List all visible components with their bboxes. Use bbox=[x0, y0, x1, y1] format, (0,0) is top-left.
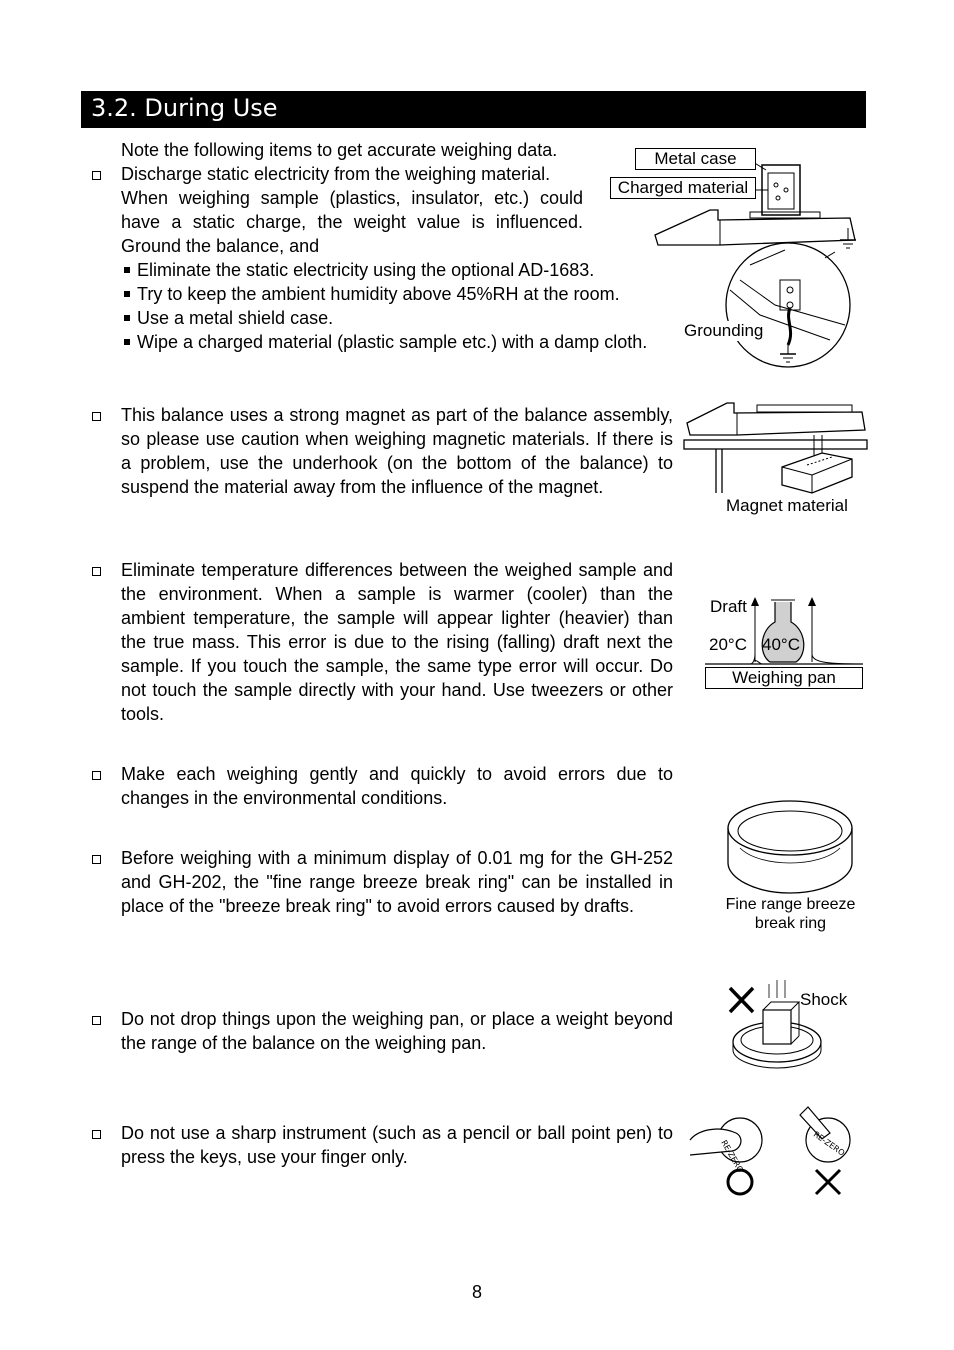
grounding-label: Grounding bbox=[684, 321, 764, 340]
sub-item: Try to keep the ambient humidity above 45%RH at the room. bbox=[137, 284, 620, 304]
item-line: When weighing sample (plastics, insulator, etc.) could bbox=[121, 188, 583, 208]
weight-block bbox=[763, 1010, 791, 1044]
sub-bullet bbox=[124, 339, 130, 345]
breeze-ring-line: Fine range breeze bbox=[725, 896, 856, 913]
sub-item: Eliminate the static electricity using the optional AD-1683. bbox=[137, 260, 595, 280]
page-number: 8 bbox=[471, 1282, 482, 1302]
key-text: RE-ZERO bbox=[719, 1138, 746, 1175]
breeze-ring-figure bbox=[725, 798, 860, 898]
balance-shape bbox=[655, 210, 855, 245]
item-gently: Make each weighing gently and quickly to avoid errors due to changes in the environmental conditions. bbox=[121, 764, 673, 808]
draft-label: Draft bbox=[710, 597, 747, 616]
breeze-ring-line: break ring bbox=[754, 915, 827, 932]
metal-case-label: Metal case bbox=[635, 148, 756, 170]
keys-figure bbox=[688, 1105, 868, 1200]
item-line: Ground the balance, and bbox=[121, 236, 320, 256]
charged-material-label: Charged material bbox=[610, 177, 756, 199]
shock-label: Shock bbox=[800, 990, 848, 1009]
item-sharp: Do not use a sharp instrument (such as a pencil or ball point pen) to press the keys, use your finger only. bbox=[121, 1123, 673, 1167]
temp-ambient-label: 20°C bbox=[709, 635, 747, 654]
sub-item: Wipe a charged material (plastic sample etc.) with a damp cloth. bbox=[137, 332, 648, 352]
item-magnet: This balance uses a strong magnet as part of the balance assembly, so please use caution when weighing magnetic materials. If there is a problem, use the underhook (on the bottom of the balance) to suspend the material away from the influence of the magnet. bbox=[121, 405, 673, 497]
item-line: Discharge static electricity from the weighing material. bbox=[121, 164, 551, 184]
bullet-box bbox=[92, 771, 101, 780]
ok-circle-icon bbox=[728, 1170, 752, 1194]
bullet-box bbox=[92, 171, 101, 180]
bullet-box bbox=[92, 1130, 101, 1139]
magnet-material-label: Magnet material bbox=[726, 496, 848, 515]
breeze-ring-caption bbox=[712, 895, 869, 933]
section-title: 3.2. During Use bbox=[91, 94, 278, 122]
sub-item: Use a metal shield case. bbox=[137, 308, 334, 328]
item-static-electricity bbox=[121, 162, 583, 258]
item-temperature: Eliminate temperature differences between the weighed sample and the environment. When a sample is warmer (cooler) than the ambient temperature, the sample will appear lighter (heavier) than the true mass. This error is due to the rising (falling) draft next the sample. If you touch the sample, the same type error will occur. Do not touch the sample directly with your hand. Use tweezers or other tools. bbox=[121, 560, 673, 724]
bullet-box bbox=[92, 412, 101, 421]
item-breeze-ring: Before weighing with a minimum display of 0.01 mg for the GH-252 and GH-202, the "fine range breeze break ring" can be installed in place of the "breeze break ring" to avoid errors caused by drafts. bbox=[121, 848, 673, 916]
bullet-box bbox=[92, 1016, 101, 1025]
bullet-box bbox=[92, 855, 101, 864]
bullet-box bbox=[92, 567, 101, 576]
sub-bullet bbox=[124, 315, 130, 321]
temp-sample-label: 40°C bbox=[762, 635, 800, 654]
item-line: have a static charge, the weight value is influenced. bbox=[121, 212, 583, 232]
key-text: RE-ZERO bbox=[811, 1129, 847, 1158]
item-drop: Do not drop things upon the weighing pan, or place a weight beyond the range of the balance on the weighing pan. bbox=[121, 1009, 673, 1053]
sub-bullet bbox=[124, 291, 130, 297]
magnet-figure bbox=[682, 385, 872, 500]
intro-text: Note the following items to get accurate weighing data. bbox=[121, 140, 558, 160]
section-header bbox=[81, 91, 866, 128]
sub-bullet bbox=[124, 267, 130, 273]
weighing-pan-label: Weighing pan bbox=[705, 667, 863, 689]
